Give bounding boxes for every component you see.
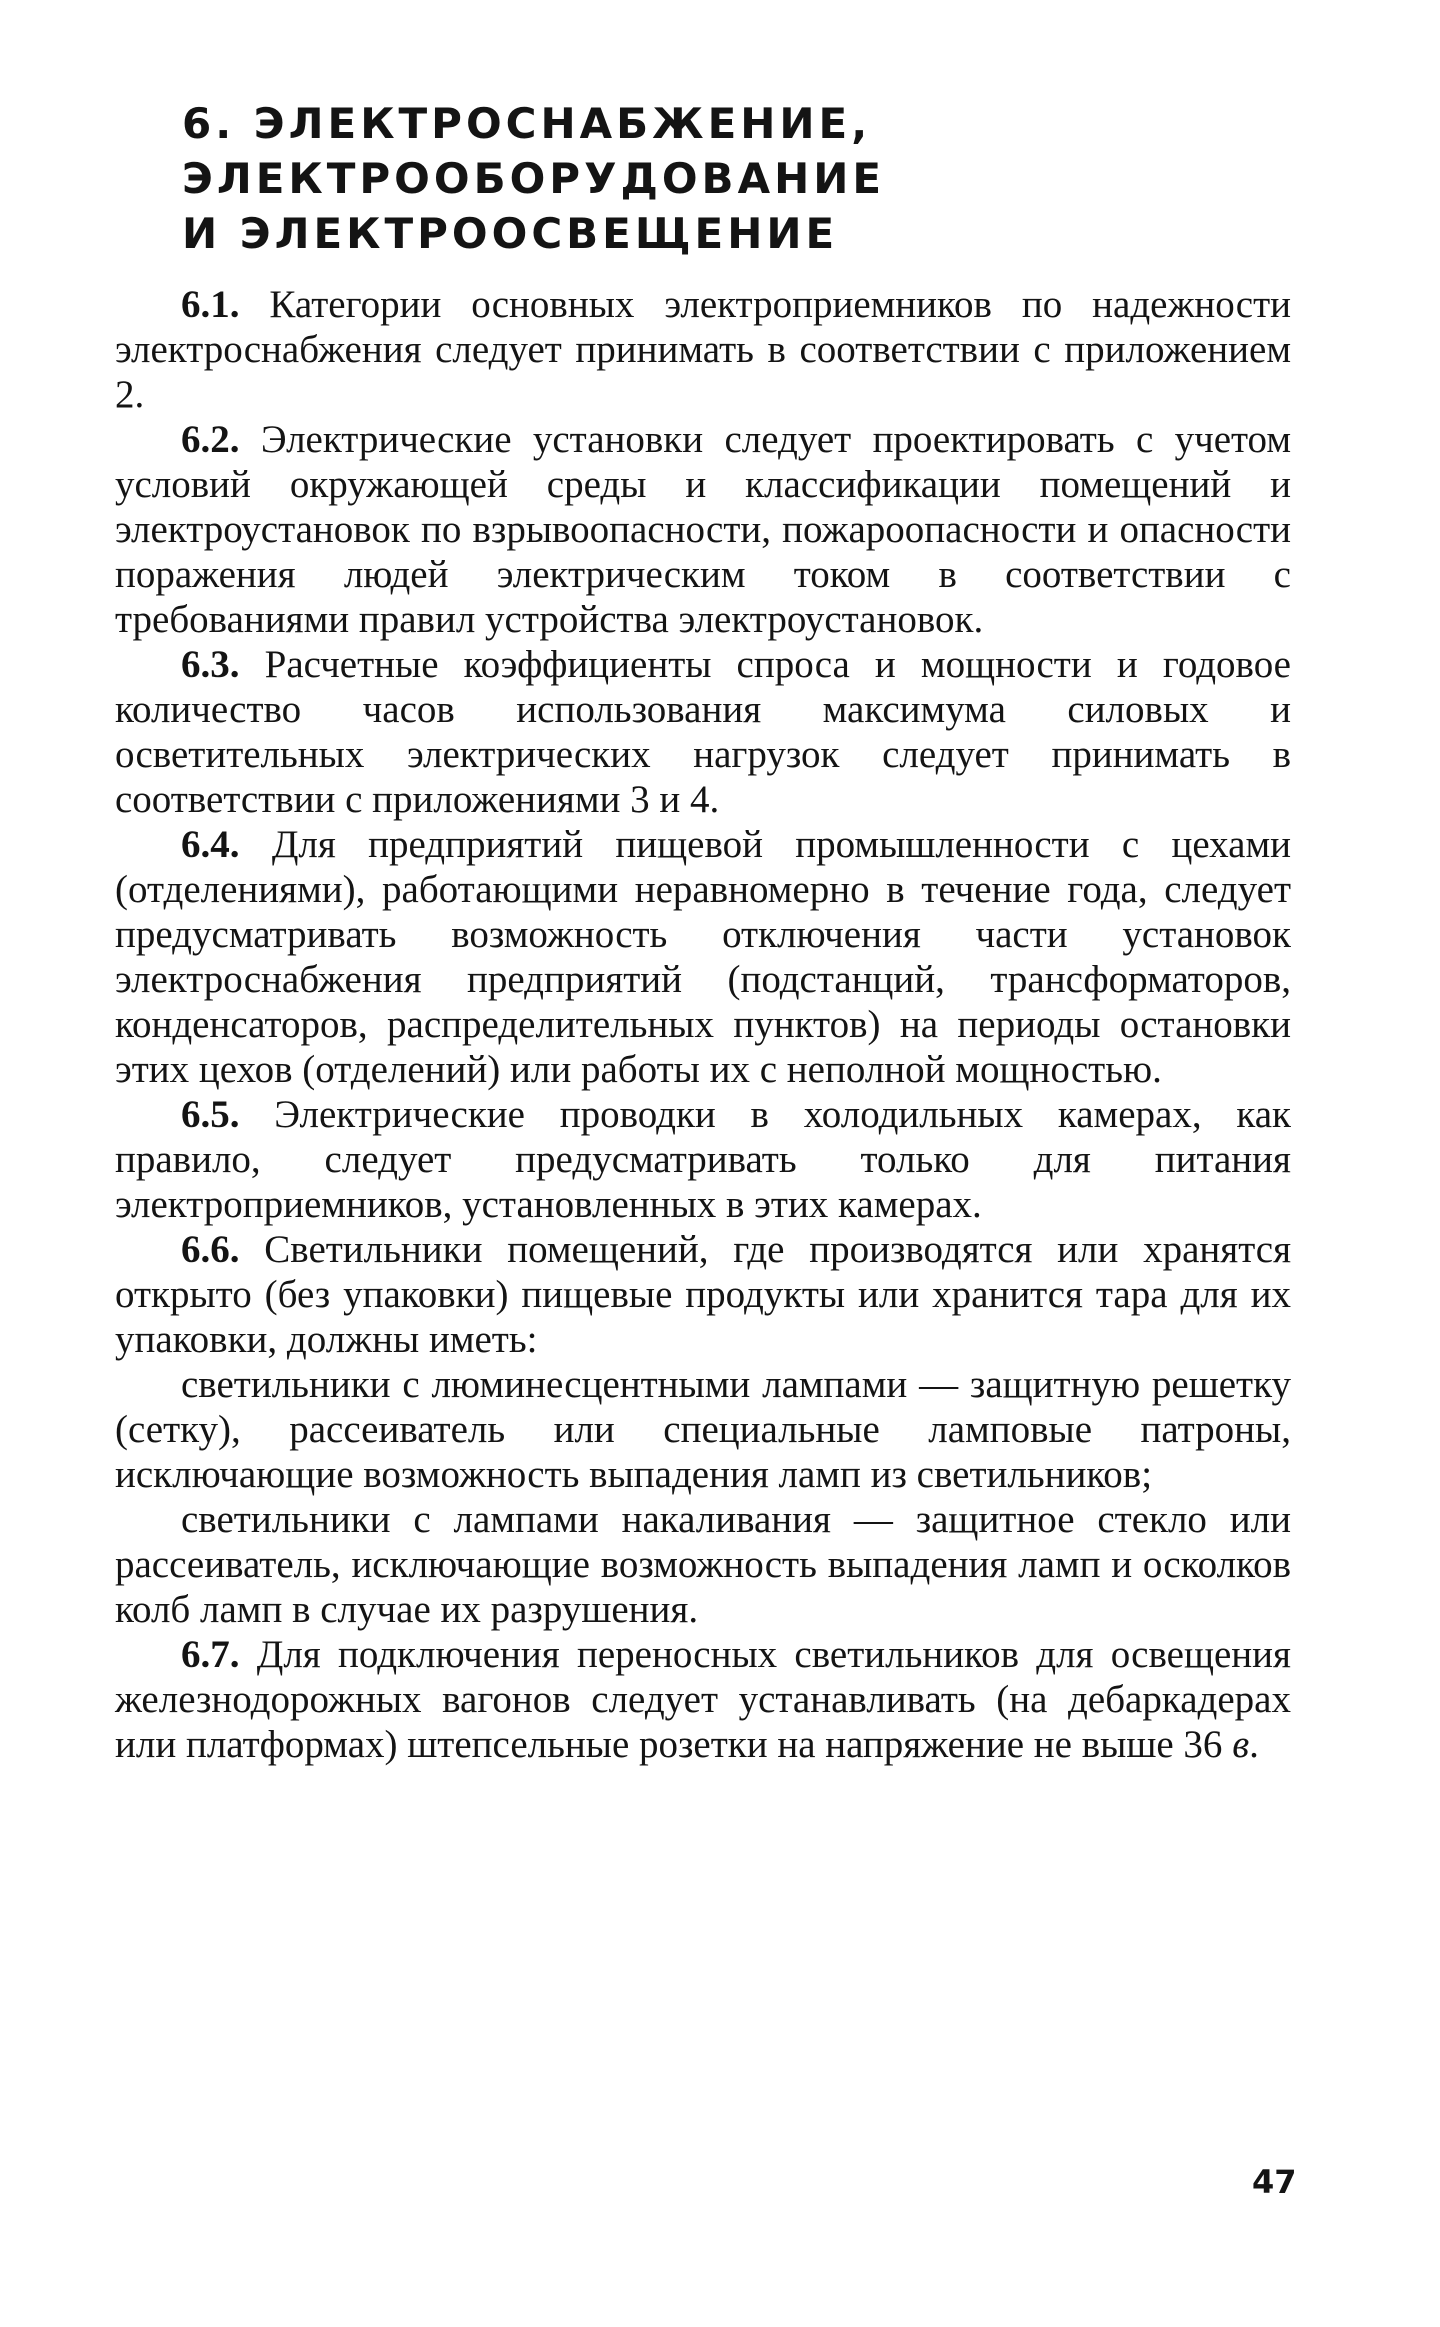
paragraph-number: 6.4. bbox=[181, 823, 240, 866]
paragraph-text: светильники с лампами накаливания — защитное стекло или рассеиватель, исключающие возможность выпадения ламп и осколков колб ламп в случае их разрушения. bbox=[115, 1498, 1291, 1631]
paragraph-text: светильники с люминесцентными лампами — защитную решетку (сетку), рассеиватель или специальные ламповые патроны, исключающие возможность выпадения ламп из светильников; bbox=[115, 1363, 1291, 1496]
section-heading-line: 6. ЭЛЕКТРОСНАБЖЕНИЕ, bbox=[182, 99, 872, 148]
paragraph-6-7 bbox=[115, 1632, 1291, 1767]
list-item-incandescent-luminaires bbox=[115, 1497, 1291, 1632]
paragraph-text: Расчетные коэффициенты спроса и мощности и годовое количество часов использования максимума силовых и осветительных электрических нагрузок следует принимать в соответствии с приложениями 3 и 4. bbox=[115, 643, 1291, 821]
paragraph-end-punctuation: . bbox=[1249, 1723, 1259, 1766]
paragraph-text: Для подключения переносных светильников для освещения железнодорожных вагонов следует устанавливать (на дебаркадерах или платформах) штепсельные розетки на напряжение не выше 36 bbox=[115, 1633, 1291, 1766]
paragraph-text: Светильники помещений, где производятся или хранятся открыто (без упаковки) пищевые продукты или хранится тара для их упаковки, должны иметь: bbox=[115, 1228, 1292, 1361]
paragraph-number: 6.2. bbox=[181, 418, 240, 461]
section-body bbox=[115, 282, 1291, 1767]
paragraph-6-1 bbox=[115, 282, 1291, 417]
paragraph-text: Категории основных электроприемников по надежности электроснабжения следует принимать в соответствии с приложением 2. bbox=[115, 283, 1291, 416]
paragraph-number: 6.5. bbox=[181, 1093, 240, 1136]
paragraph-number: 6.6. bbox=[181, 1228, 240, 1271]
section-heading bbox=[182, 96, 1282, 261]
section-heading-line: И ЭЛЕКТРООСВЕЩЕНИЕ bbox=[182, 209, 839, 258]
paragraph-6-2 bbox=[115, 417, 1291, 642]
paragraph-6-5 bbox=[115, 1092, 1291, 1227]
paragraph-number: 6.1. bbox=[181, 283, 240, 326]
paragraph-text: Для предприятий пищевой промышленности с цехами (отделениями), работающими неравномерно в течение года, следует предусматривать возможность отключения части установок электроснабжения предприятий (подстанций, трансформаторов, конденсаторов, распределительных пунктов) на периоды остановки этих цехов (отделений) или работы их с неполной мощностью. bbox=[115, 823, 1291, 1091]
paragraph-6-6 bbox=[115, 1227, 1291, 1362]
page-number: 47 bbox=[1252, 2163, 1297, 2201]
section-heading-line: ЭЛЕКТРООБОРУДОВАНИЕ bbox=[182, 154, 886, 203]
voltage-unit: в bbox=[1232, 1723, 1250, 1766]
list-item-fluorescent-luminaires bbox=[115, 1362, 1291, 1497]
paragraph-text: Электрические проводки в холодильных камерах, как правило, следует предусматривать только для питания электроприемников, установленных в этих камерах. bbox=[115, 1093, 1292, 1226]
paragraph-6-4 bbox=[115, 822, 1291, 1092]
paragraph-number: 6.3. bbox=[181, 643, 240, 686]
paragraph-6-3 bbox=[115, 642, 1291, 822]
paragraph-text: Электрические установки следует проектировать с учетом условий окружающей среды и классификации помещений и электроустановок по взрывоопасности, пожароопасности и опасности поражения людей электрическим током в соответствии с требованиями правил устройства электроустановок. bbox=[115, 418, 1291, 641]
paragraph-number: 6.7. bbox=[181, 1633, 240, 1676]
